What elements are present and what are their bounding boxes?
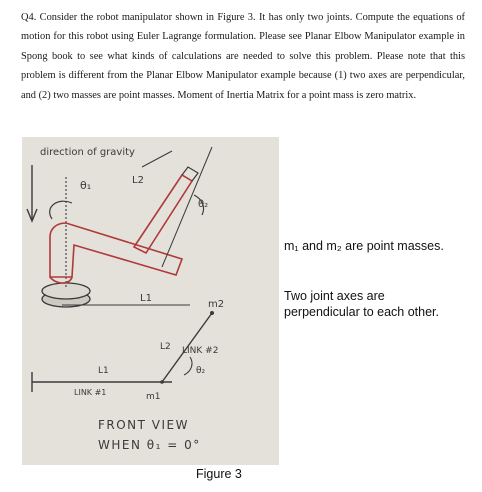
theta1-arc	[50, 201, 72, 219]
m1-label: m1	[146, 392, 161, 402]
link2-body	[134, 175, 192, 253]
question-paragraph: Q4. Consider the robot manipulator shown in Figure 3. It has only two joints. Compute the equations of motion for this robot using Euler Lagrange formulation. Please see Planar Elbow Manipulator example in Spong book to see what kinds of calculations are needed to solve this problem. Please note that this problem is different from the Planar Elbow Manipulator example because (1) two axes are perpendicular, and (2) two masses are point masses. Moment of Inertia Matrix for a point mass is zero matrix.	[21, 12, 465, 101]
robot-sketch	[22, 137, 279, 465]
sketch-drawing	[22, 137, 279, 465]
note-point-masses: m₁ and m₂ are point masses.	[284, 239, 444, 253]
figure	[22, 134, 476, 492]
link1-label: LINK #1	[74, 388, 107, 397]
front-view-label: FRONT VIEW	[98, 418, 190, 432]
l1-label-front: L1	[98, 366, 109, 376]
mass-m2	[210, 311, 214, 315]
when-label: WHEN θ₁ = 0°	[98, 438, 201, 452]
link1-body	[50, 223, 182, 277]
l2-label-top: L2	[132, 175, 144, 186]
figure-caption: Figure 3	[196, 467, 242, 481]
m2-label: m2	[208, 299, 225, 310]
l2-dimension	[142, 151, 172, 167]
question-text	[21, 8, 465, 105]
link2-label: LINK #2	[182, 346, 219, 356]
l2-label-front: L2	[160, 342, 171, 352]
mass-m1	[160, 380, 164, 384]
note-perpendicular-axes: Two joint axes are perpendicular to each other.	[284, 289, 439, 319]
theta1-label: θ₁	[80, 179, 92, 192]
gravity-label: direction of gravity	[40, 147, 135, 158]
l1-label-top: L1	[140, 293, 152, 304]
front-theta2: θ₂	[196, 366, 206, 376]
theta2-label: θ₂	[198, 199, 209, 210]
